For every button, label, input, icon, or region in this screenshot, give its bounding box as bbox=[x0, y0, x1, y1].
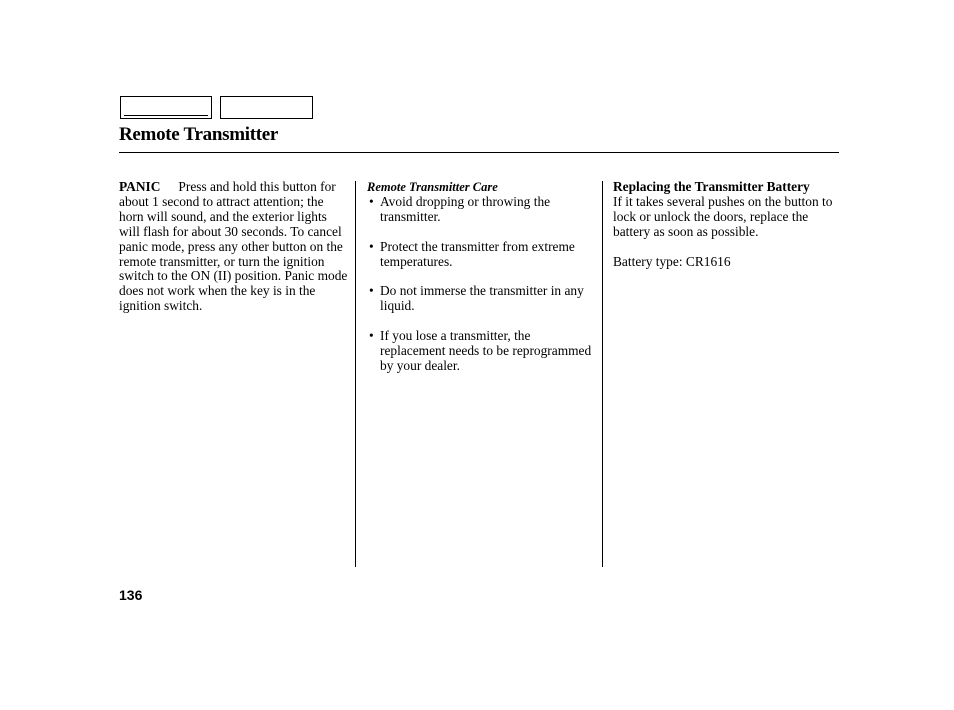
page-title: Remote Transmitter bbox=[119, 124, 279, 145]
care-item: • If you lose a transmitter, the replacement needs to be reprogrammed by your dealer. bbox=[367, 329, 597, 374]
care-heading: Remote Transmitter Care bbox=[367, 180, 498, 194]
battery-heading: Replacing the Transmitter Battery bbox=[613, 179, 810, 194]
column-divider-left bbox=[355, 181, 356, 567]
care-item: • Avoid dropping or throwing the transmitter. bbox=[367, 195, 597, 225]
panic-text: Press and hold this button for about 1 second to attract attention; the horn will sound, and the exterior lights will flash for about 30 seconds. To cancel panic mode, press any other button on the remote transmitter, or turn the ignition switch to the ON (II) position. Panic mode does not work when the key is in the ignition switch. bbox=[119, 179, 348, 314]
page-number: 136 bbox=[119, 587, 143, 603]
panic-lead: PANIC bbox=[119, 179, 161, 194]
panic-paragraph bbox=[119, 180, 349, 314]
care-section bbox=[367, 180, 597, 389]
nav-box-previous[interactable] bbox=[120, 96, 212, 119]
panic-section bbox=[119, 180, 349, 314]
column-divider-right bbox=[602, 181, 603, 567]
care-item: • Do not immerse the transmitter in any liquid. bbox=[367, 284, 597, 314]
care-list bbox=[367, 195, 597, 374]
battery-type: Battery type: CR1616 bbox=[613, 253, 731, 269]
battery-text: If it takes several pushes on the button to lock or unlock the doors, replace the battery as soon as possible. bbox=[613, 193, 833, 239]
battery-section bbox=[613, 180, 833, 269]
care-item: • Protect the transmitter from extreme temperatures. bbox=[367, 240, 597, 270]
title-divider bbox=[119, 152, 839, 153]
nav-box-next[interactable] bbox=[220, 96, 313, 119]
